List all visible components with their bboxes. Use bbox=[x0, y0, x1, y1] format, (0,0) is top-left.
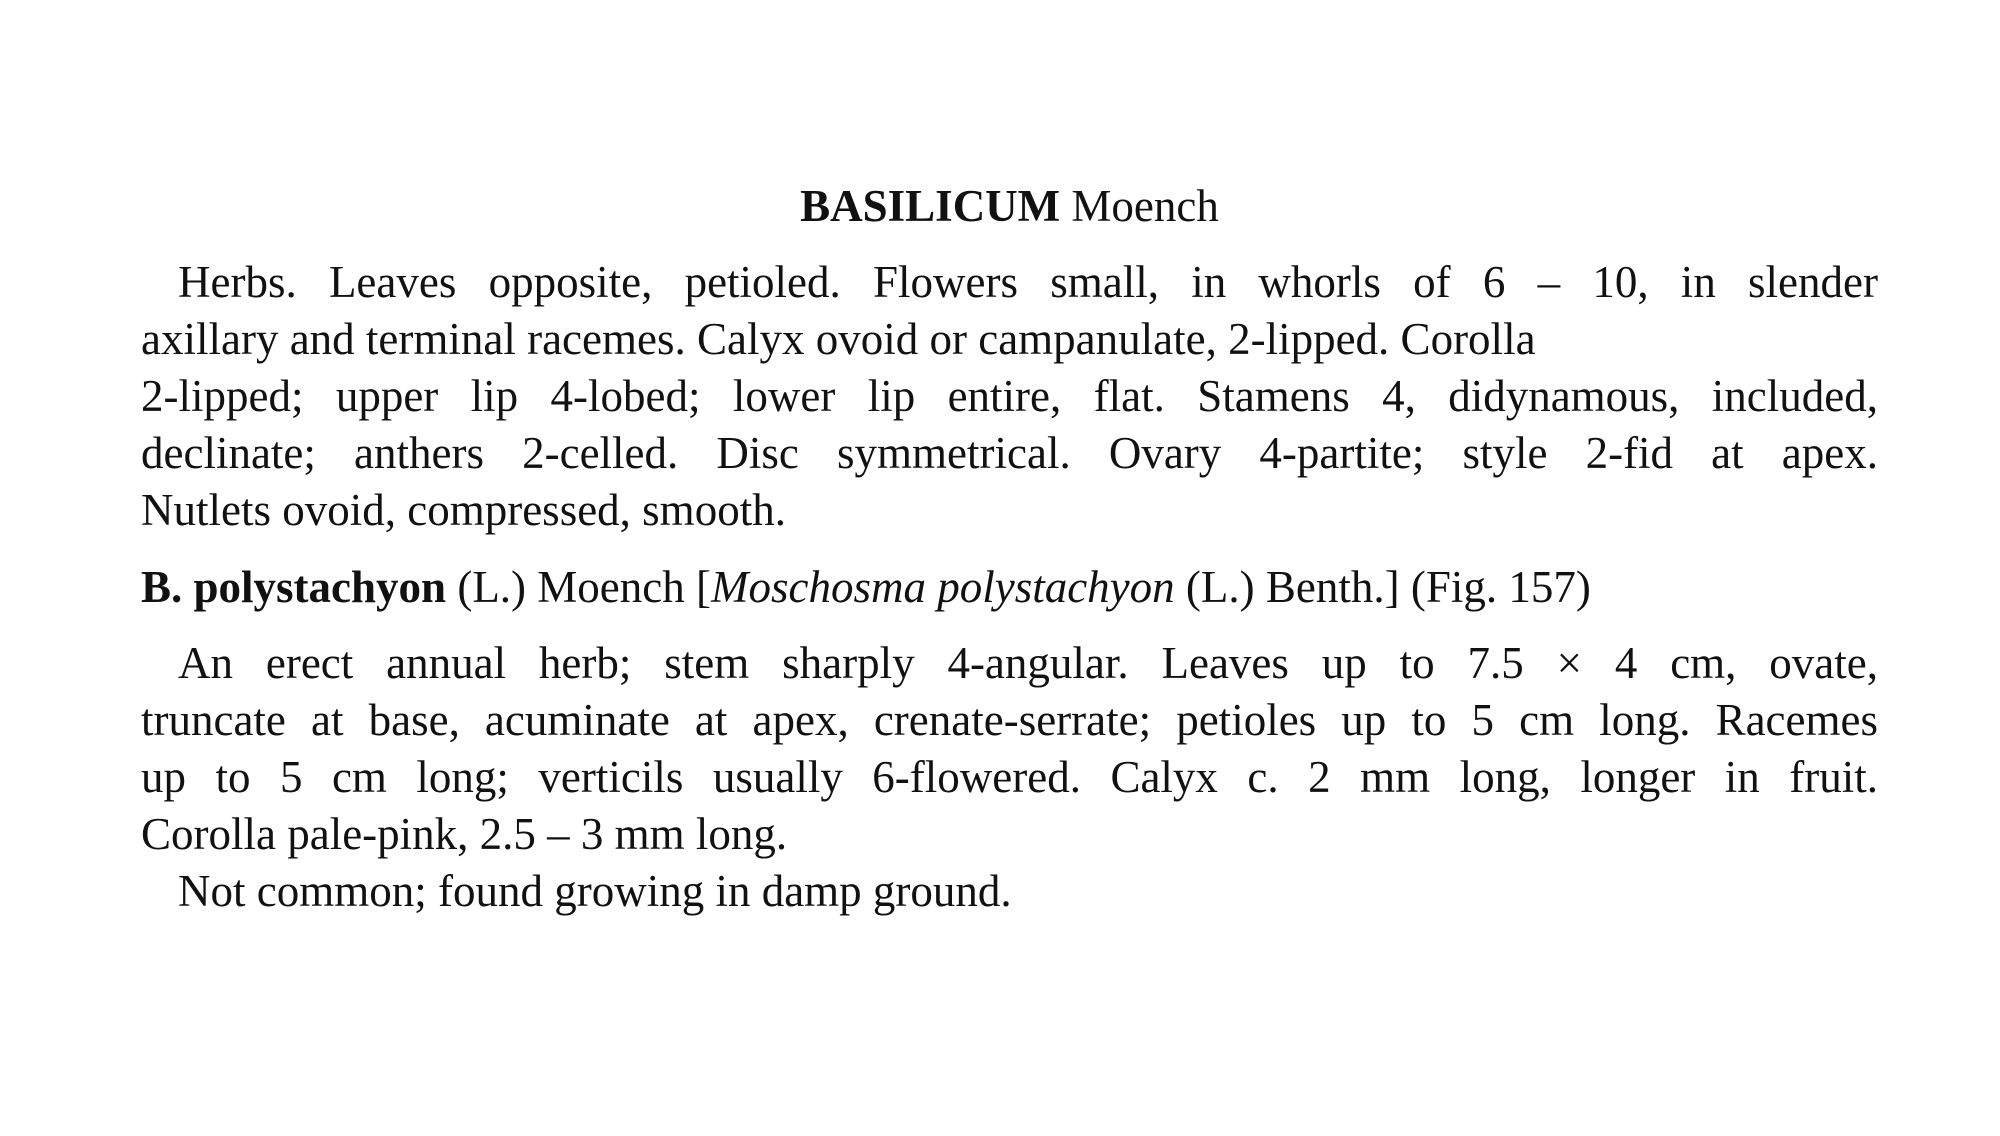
genus-description bbox=[141, 254, 1878, 539]
species-name: B. polystachyon bbox=[141, 562, 447, 612]
species-description-line: truncate at base, acuminate at apex, crenate-serrate; petioles up to 5 cm long. Racemes bbox=[141, 695, 1878, 745]
genus-description-line: Nutlets ovoid, compressed, smooth. bbox=[141, 485, 786, 535]
species-description-line: up to 5 cm long; verticils usually 6-flowered. Calyx c. 2 mm long, longer in fruit. bbox=[141, 752, 1878, 802]
genus-description-line: 2-lipped; upper lip 4-lobed; lower lip entire, flat. Stamens 4, didynamous, included, bbox=[141, 371, 1878, 421]
species-author: (L.) Moench [ bbox=[446, 562, 711, 612]
habitat-note: Not common; found growing in damp ground. bbox=[178, 866, 1012, 916]
genus-description-line: declinate; anthers 2-celled. Disc symmetrical. Ovary 4-partite; style 2-fid at apex. bbox=[141, 428, 1878, 478]
genus-author: Moench bbox=[1060, 181, 1219, 231]
genus-description-line: Herbs. Leaves opposite, petioled. Flowers small, in whorls of 6 – 10, in slender bbox=[178, 257, 1878, 307]
species-description bbox=[141, 635, 1878, 920]
genus-description-line: axillary and terminal racemes. Calyx ovoid or campanulate, 2-lipped. Corolla bbox=[141, 314, 1536, 364]
document-page bbox=[141, 178, 1878, 920]
genus-name: BASILICUM bbox=[800, 181, 1061, 231]
species-description-line: An erect annual herb; stem sharply 4-angular. Leaves up to 7.5 × 4 cm, ovate, bbox=[178, 638, 1878, 688]
species-description-line: Corolla pale-pink, 2.5 – 3 mm long. bbox=[141, 809, 788, 859]
species-synonym-author: (L.) Benth.] (Fig. 157) bbox=[1174, 562, 1591, 612]
species-heading bbox=[141, 559, 1878, 616]
genus-heading bbox=[141, 178, 1878, 235]
species-synonym: Moschosma polystachyon bbox=[710, 562, 1175, 612]
